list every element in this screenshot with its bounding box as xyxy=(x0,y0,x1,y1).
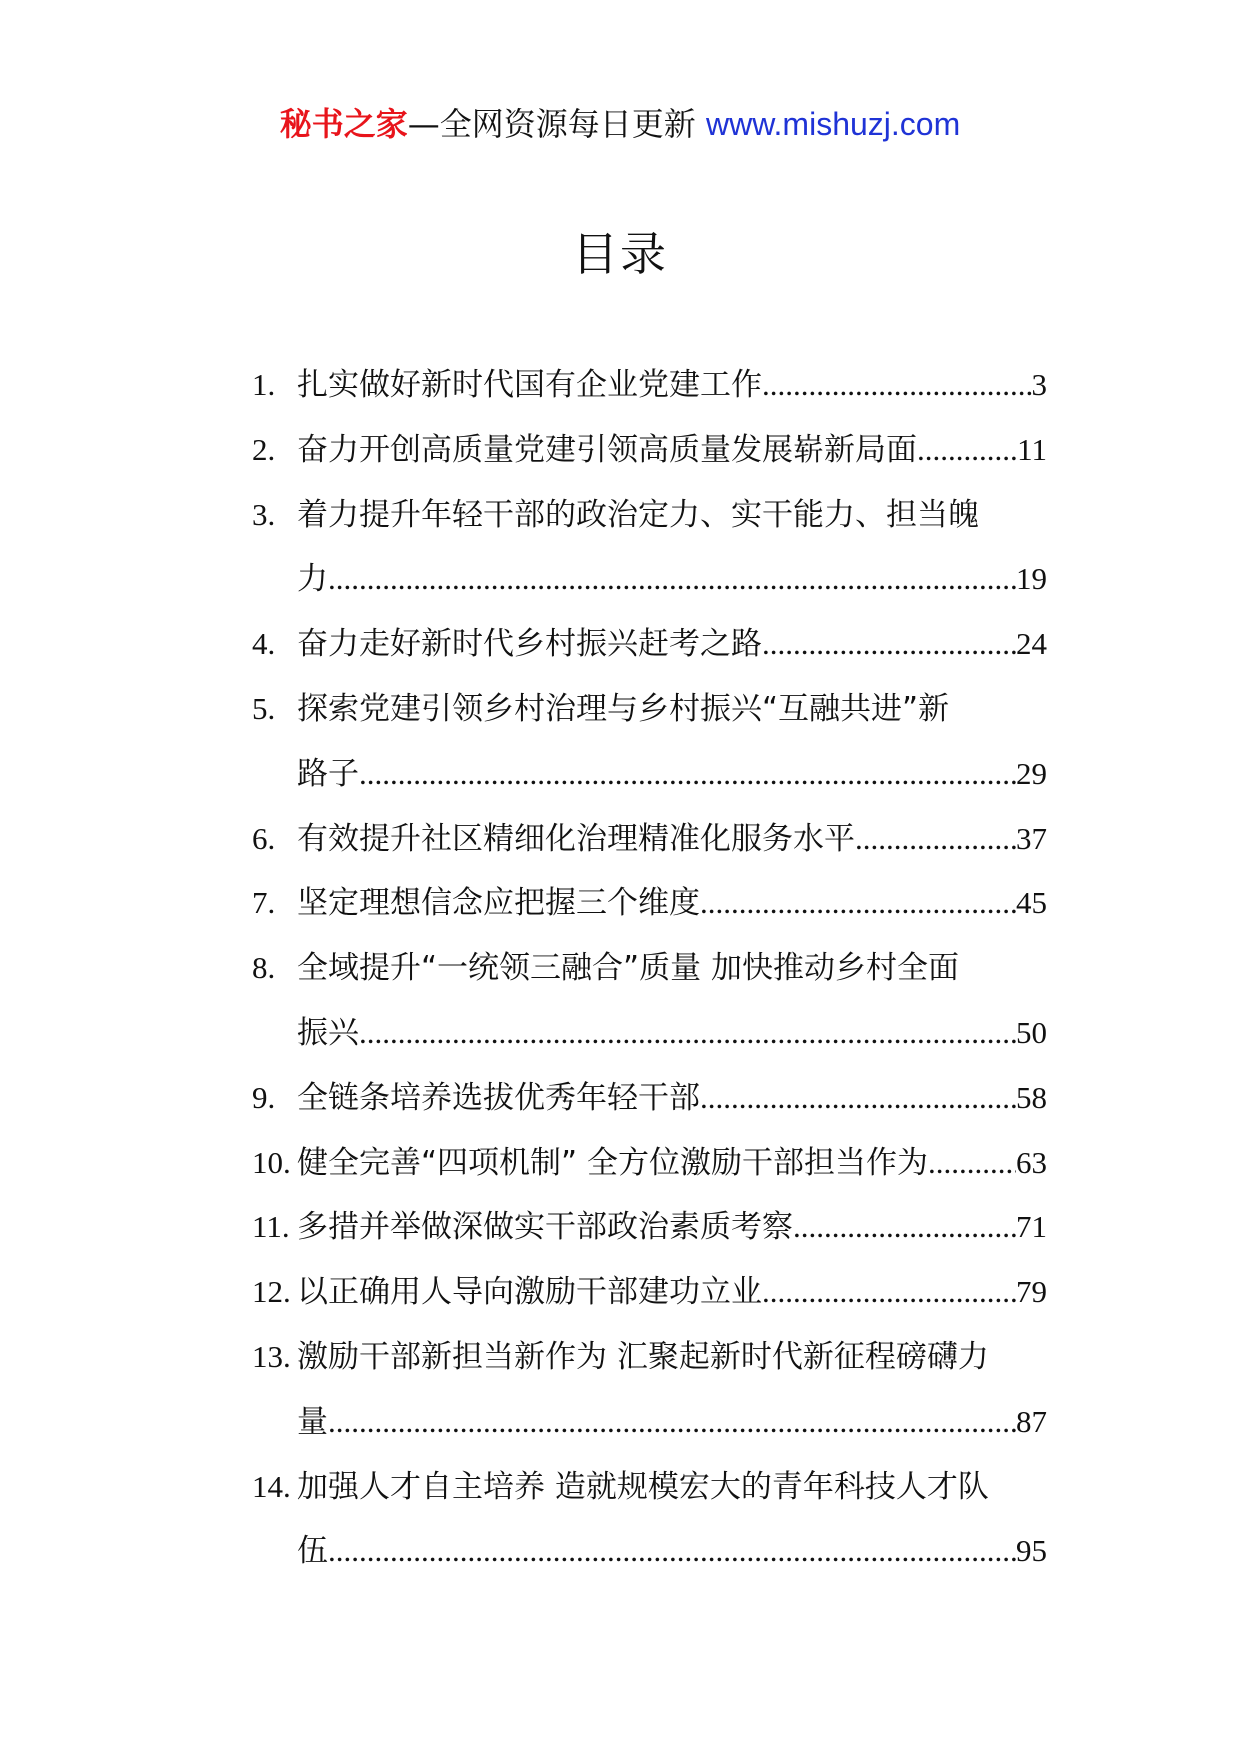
toc-entry-number: 1. xyxy=(252,367,276,402)
toc-page-number: 3 xyxy=(1031,367,1047,402)
toc-entry-number: 2. xyxy=(252,431,276,467)
toc-line xyxy=(252,1519,1047,1584)
toc-entry-title: 伍 xyxy=(297,1533,328,1570)
header-url-link[interactable]: www.mishuzj.com xyxy=(705,106,961,142)
toc-page-number: 37 xyxy=(1016,820,1047,856)
header-tagline: —全网资源每日更新 xyxy=(407,105,696,143)
toc-dot-leader xyxy=(700,871,1016,936)
toc-entry-number: 3. xyxy=(252,496,276,532)
toc-entry-number: 6. xyxy=(252,820,276,856)
toc-entry-number: 4. xyxy=(252,626,276,662)
toc-line xyxy=(252,1001,1047,1066)
toc-dot-leader xyxy=(928,1131,1016,1196)
toc-dot-leader xyxy=(855,807,1016,872)
toc-entry-title: 振兴 xyxy=(297,1014,359,1051)
toc-entry-number: 10. xyxy=(252,1144,291,1180)
toc-entry-title: 全链条培养选拔优秀年轻干部 xyxy=(297,1079,700,1116)
toc-page-number: 29 xyxy=(1016,755,1047,791)
toc-page-number: 50 xyxy=(1016,1014,1047,1050)
page-title: 目录 xyxy=(572,227,668,281)
toc-entry[interactable] xyxy=(252,1066,1047,1131)
toc-entry[interactable] xyxy=(252,1325,1047,1455)
toc-entry[interactable] xyxy=(252,1195,1047,1260)
toc-entry[interactable] xyxy=(252,1131,1047,1196)
toc-dot-leader xyxy=(328,547,1016,612)
toc-page-number: 71 xyxy=(1016,1209,1047,1245)
toc-entry[interactable] xyxy=(252,353,1047,418)
toc-entry-title: 量 xyxy=(297,1403,328,1440)
toc-entry-title: 健全完善“四项机制” 全方位激励干部担当作为 xyxy=(297,1144,928,1181)
toc-line xyxy=(252,483,1047,548)
toc-entry-number: 11. xyxy=(252,1209,290,1245)
toc-entry-title: 路子 xyxy=(297,755,359,792)
toc-line xyxy=(252,936,1047,1001)
toc-entry[interactable] xyxy=(252,612,1047,677)
toc-line xyxy=(252,1195,1047,1260)
toc-entry-number: 5. xyxy=(252,690,276,726)
toc-dot-leader xyxy=(917,418,1017,483)
toc-page-number: 45 xyxy=(1016,885,1047,921)
toc-line xyxy=(252,1455,1047,1520)
toc-entry-number: 9. xyxy=(252,1079,276,1115)
toc-entry-title: 着力提升年轻干部的政治定力、实干能力、担当魄 xyxy=(297,496,979,533)
toc-entry-number: 12. xyxy=(252,1274,291,1310)
toc-dot-leader xyxy=(359,1001,1016,1066)
toc-entry[interactable] xyxy=(252,677,1047,807)
toc-dot-leader xyxy=(328,1390,1016,1455)
toc-line xyxy=(252,1260,1047,1325)
toc-dot-leader xyxy=(762,612,1016,677)
toc-entry-title: 全域提升“一统领三融合”质量 加快推动乡村全面 xyxy=(297,950,959,987)
toc-line xyxy=(252,871,1047,936)
page-header xyxy=(0,100,1240,148)
toc-entry[interactable] xyxy=(252,871,1047,936)
toc-entry-title: 坚定理想信念应把握三个维度 xyxy=(297,885,700,922)
toc-entry-title: 奋力开创高质量党建引领高质量发展崭新局面 xyxy=(297,431,917,468)
toc-line xyxy=(252,612,1047,677)
toc-line xyxy=(252,1390,1047,1455)
toc-entry-title: 激励干部新担当新作为 汇聚起新时代新征程磅礴力 xyxy=(297,1338,989,1375)
toc-entry-number: 13. xyxy=(252,1338,291,1374)
table-of-contents xyxy=(252,353,1047,1584)
toc-dot-leader xyxy=(328,1519,1016,1584)
toc-page-number: 79 xyxy=(1016,1274,1047,1310)
toc-entry-number: 14. xyxy=(252,1468,291,1504)
toc-entry[interactable] xyxy=(252,807,1047,872)
toc-entry-title: 加强人才自主培养 造就规模宏大的青年科技人才队 xyxy=(297,1468,989,1505)
toc-line xyxy=(252,418,1047,483)
toc-line xyxy=(252,677,1047,742)
toc-entry-title: 力 xyxy=(297,561,328,598)
toc-line xyxy=(252,742,1047,807)
toc-page-number: 63 xyxy=(1016,1144,1047,1180)
toc-dot-leader xyxy=(793,1195,1016,1260)
toc-line xyxy=(252,1325,1047,1390)
toc-entry-title: 多措并举做深做实干部政治素质考察 xyxy=(297,1209,793,1246)
toc-page-number: 11 xyxy=(1017,431,1047,467)
brand-name: 秘书之家 xyxy=(279,105,408,143)
toc-entry[interactable] xyxy=(252,1455,1047,1585)
toc-dot-leader xyxy=(762,1260,1016,1325)
toc-entry-number: 8. xyxy=(252,950,276,986)
toc-entry-title: 以正确用人导向激励干部建功立业 xyxy=(297,1274,762,1311)
toc-page-number: 24 xyxy=(1016,626,1047,662)
toc-entry-title: 探索党建引领乡村治理与乡村振兴“互融共进”新 xyxy=(297,690,950,727)
toc-entry-number: 7. xyxy=(252,885,276,921)
toc-line xyxy=(252,807,1047,872)
toc-dot-leader xyxy=(762,353,1032,418)
toc-page-number: 87 xyxy=(1016,1403,1047,1439)
toc-page-number: 58 xyxy=(1016,1079,1047,1115)
toc-entry-title: 奋力走好新时代乡村振兴赶考之路 xyxy=(297,626,762,663)
toc-page-number: 19 xyxy=(1016,561,1047,597)
toc-dot-leader xyxy=(700,1066,1016,1131)
toc-entry-title: 扎实做好新时代国有企业党建工作 xyxy=(297,367,762,403)
toc-page-number: 95 xyxy=(1016,1533,1047,1569)
toc-entry-title: 有效提升社区精细化治理精准化服务水平 xyxy=(297,820,855,857)
toc-entry[interactable] xyxy=(252,418,1047,483)
toc-line xyxy=(252,1131,1047,1196)
toc-entry[interactable] xyxy=(252,483,1047,613)
toc-dot-leader xyxy=(359,742,1016,807)
toc-line xyxy=(252,1066,1047,1131)
toc-entry[interactable] xyxy=(252,1260,1047,1325)
toc-line xyxy=(252,353,1047,418)
toc-line xyxy=(252,547,1047,612)
toc-entry[interactable] xyxy=(252,936,1047,1066)
